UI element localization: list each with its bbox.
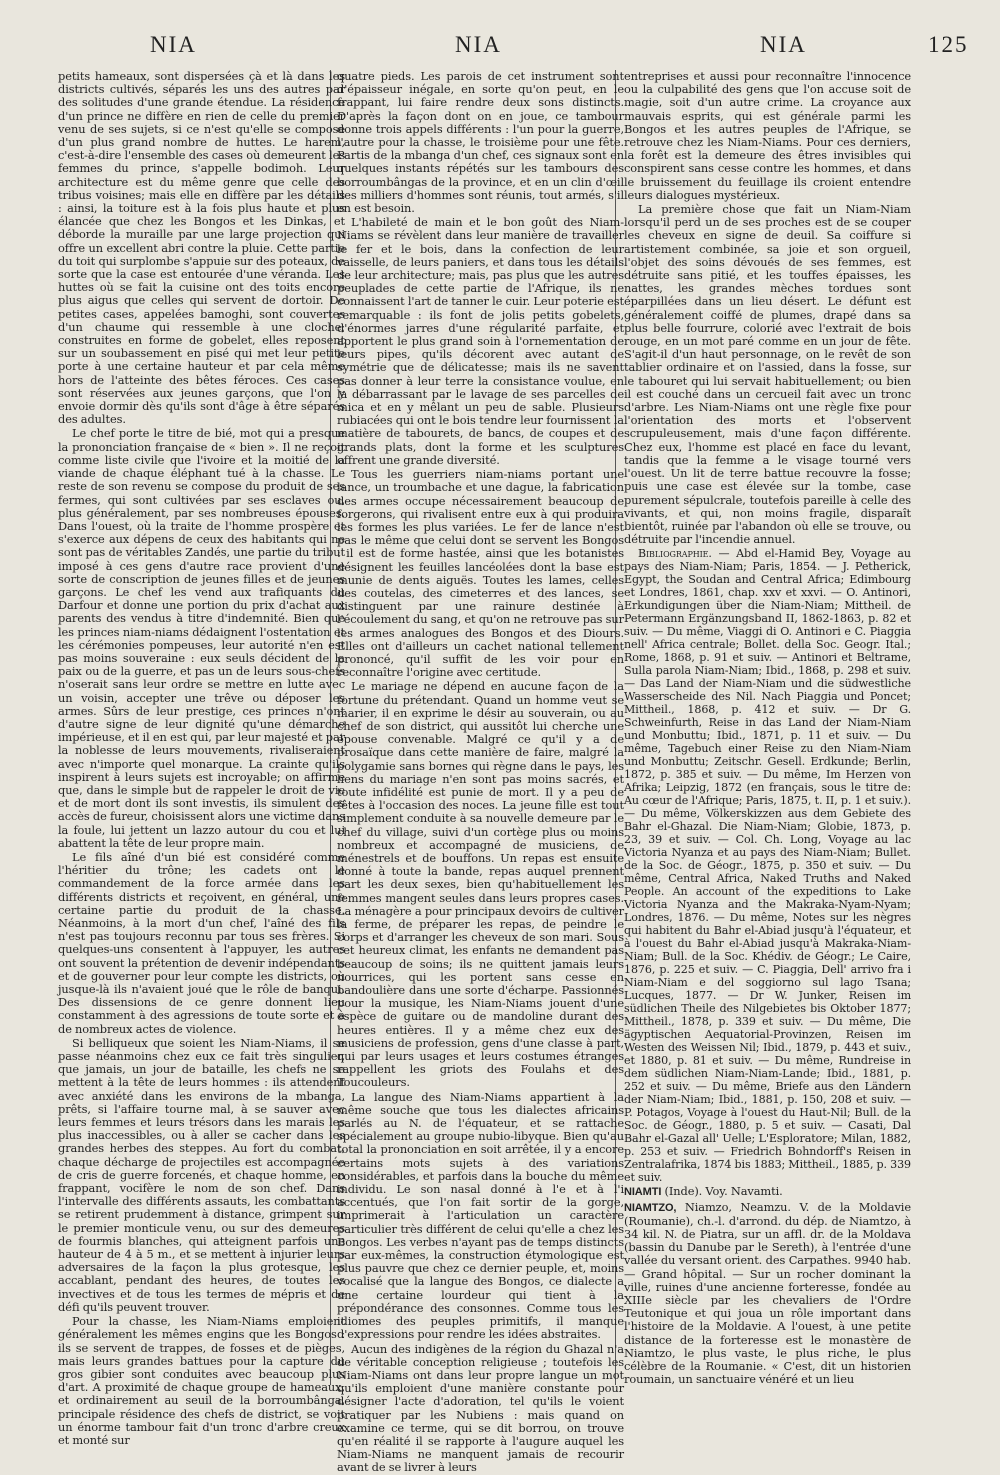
paragraph: Pour la chasse, les Niam-Niams emploient généralement les mêmes engins que les Bongos : ils se servent de trappes, de fosses et de pièges, mais leurs grandes battues pour la capture du gros gibier sont conduites avec beaucoup plus d'art. A proximité de chaque groupe de hameaux, et ordinairement au seuil de la borroumbânga, principale résidence des chefs de district, se voit un énorme tambour fait d'un tronc d'arbre creux et monté sur: [58, 1314, 345, 1447]
paragraph: Si belliqueux que soient les Niam-Niams, il se passe néanmoins chez eux ce fait très singulier, que jamais, un jour de bataille, les chefs ne se mettent à la tête de leurs hommes : ils attendent avec anxiété dans les environs de la mbanga, prêts, si l'affaire tourne mal, à se sauver avec leurs femmes et leurs trésors dans les marais les plus inaccessibles, ou à aller se cacher dans les grandes herbes des steppes. Au fort du combat, chaque décharge de projectiles est accompagnée de cris de guerre forcenés, et chaque homme, en frappant, vocifère le nom de son chef. Dans l'intervalle des différents assauts, les combattants se retirent prudemment à distance, grimpent sur le premier monticule venu, ou sur des demeures de fourmis blanches, qui atteignent parfois une hauteur de 4 à 5 m., et se mettent à injurier leurs adversaires de la façon la plus grotesque, les accablant, pendant des heures, de toutes les invectives et de tous les termes de mépris et de défi qu'ils peuvent trouver.: [58, 1035, 345, 1314]
bibliography-text: — Abd el-Hamid Bey, Voyage au pays des Niam-Niam; Paris, 1854. — J. Petherick, Egypt, the Soudan and Central Africa; Edimbourg et Londres, 1861, chap. xxv et xxvi. — O. Antinori, Erkundigungen über die Niam-Niam; Mittheil. de Petermann Ergänzungsband II, 1862-1863, p. 82 et suiv. — Du même, Viaggi di O. Antinori e C. Piaggia nell' Africa centrale; Bollet. della Soc. Geogr. Ital.; Rome, 1868, p. 91 et suiv. — Antinori et Beltrame, Sulla parola Niam-Niam; Ibid., 1868, p. 298 et suiv. — Das Land der Niam-Niam und die südwestliche Wasserscheide des Nil. Nach Piaggia und Poncet; Mittheil., 1868, p. 412 et suiv. — Dr G. Schweinfurth, Reise in das Land der Niam-Niam und Monbuttu; Ibid., 1871, p. 11 et suiv. — Du même, Tagebuch einer Reise zu den Niam-Niam und Monbuttu; Zeitschr. Gesell. Erdkunde; Berlin, 1872, p. 385 et suiv. — Du même, Im Herzen von Afrika; Leipzig, 1872 (en français, sous le titre de: Au cœur de l'Afrique; Paris, 1875, t. II, p. 1 et suiv.). — Du même, Völkerskizzen aus dem Gebiete des Bahr el-Ghazal. Die Niam-Niam; Globie, 1873, p. 23, 39 et suiv. — Col. Ch. Long, Voyage au lac Victoria Nyanza et au pays des Niam-Niam; Bullet. de la Soc. de Géogr., 1875, p. 350 et suiv. — Du même, Central Africa, Naked Truths and Naked People. An account of the expeditions to Lake Victoria Nyanza and the Makraka-Nyam-Nyam; Londres, 1876. — Du même, Notes sur les nègres qui habitent du Bahr el-Abiad jusqu'à l'équateur, et à l'ouest du Bahr el-Abiad jusqu'à Makraka-Niam-Niam; Bull. de la Soc. Khédiv. de Géogr.; Le Caire, 1876, p. 225 et suiv. — C. Piaggia, Dell' arrivo fra i Niam-Niam e del soggiorno sul lago Tsana; Lucques, 1877. — Dr W. Junker, Reisen im südlichen Theile des Nilgebietes bis Oktober 1877; Mittheil., 1878, p. 339 et suiv. — Du même, Die ägyptischen Aequatorial-Provinzen, Reisen im Westen des Weissen Nil; Ibid., 1879, p. 443 et suiv., et 1880, p. 81 et suiv. — Du même, Rundreise in dem südlichen Niam-Niam-Lande; Ibid., 1881, p. 252 et suiv. — Du même, Briefe aus den Ländern der Niam-Niam; Ibid., 1881, p. 150, 208 et suiv. — P. Potagos, Voyage à l'ouest du Haut-Nil; Bull. de la Soc. de Géogr., 1880, p. 5 et suiv. — Casati, Dal Bahr el-Gazal all' Uelle; L'Esploratore; Milan, 1882, p. 253 et suiv. — Friedrich Bohndorff's Reisen in Zentralafrika, 1874 bis 1883; Mittheil., 1885, p. 339 et suiv.: [624, 547, 911, 1185]
bibliography: [624, 547, 911, 1184]
entry-text: (Inde). Voy. Navamti.: [664, 1184, 783, 1199]
entry-text: Niamzo, Neamzu. V. de la Moldavie (Roumanie), ch.-l. d'arrond. du dép. de Niamtzo, à 34 kil. N. de Piatra, sur un affl. dr. de la Moldava (bassin du Danube par le Sereth), à l'entrée d'une vallée du versant orient. des Carpathes. 9940 hab. — Grand hôpital. — Sur un rocher dominant la ville, ruines d'une ancienne forteresse, fondée au XIIIe siècle par les chevaliers de l'Ordre Teutonique et qui joua un rôle important dans l'histoire de la Moldavie. A l'ouest, à une petite distance de la forteresse est le monastère de Niamtzo, le plus vaste, le plus riche, le plus célèbre de la Roumanie. « C'est, dit un historien roumain, un sanctuaire vénéré et un lieu: [624, 1199, 911, 1387]
entry-niamti: [624, 1185, 911, 1199]
column-middle: [337, 69, 624, 1475]
paragraph: Tous les guerriers niam-niams portant une lance, un troumbache et une dague, la fabrication des armes occupe nécessairement beaucoup de forgerons, qui rivalisent entre eux à qui produira les formes les plus variées. Le fer de lance n'est pas le même que celui dont se servent les Bongos : il est de forme hastée, ainsi que les botanistes désignent les feuilles lancéolées dont la base est munie de dents aiguës. Toutes les lames, celles des coutelas, des cimeterres et des lances, se distinguent par une rainure destinée à l'écoulement du sang, et qu'on ne retrouve pas sur les armes analogues des Bongos et des Diours. Elles ont d'ailleurs un cachet national tellement prononcé, qu'il suffit de les voir pour en reconnaître l'origine avec certitude.: [337, 467, 624, 680]
paragraph: quatre pieds. Les parois de cet instrument sont d'épaisseur inégale, en sorte qu'on peut, en le frappant, lui faire rendre deux sons distincts. D'après la façon dont on en joue, ce tambour donne trois appels différents : l'un pour la guerre, l'autre pour la chasse, le troisième pour une fête. Partis de la mbanga d'un chef, ces signaux sont en quelques instants répétés sur les tambours des borroumbângas de la province, et en un clin d'œil des milliers d'hommes sont réunis, tout armés, s'il en est besoin.: [337, 69, 624, 216]
paragraph: Aucun des indigènes de la région du Ghazal n'a de véritable conception religieuse ; toutefois les Niam-Niams ont dans leur propre langue un mot qu'ils emploient d'une manière constante pour désigner l'acte d'adoration, tel qu'ils le voient pratiquer par les Nubiens : mais quand on examine ce terme, qui se dit borrou, on trouve qu'en réalité il se rapporte à l'augure auquel les Niam-Niams ne manquent jamais de recourir avant de se livrer à leurs: [337, 1341, 624, 1475]
entry-headword: NIAMTI: [624, 1186, 662, 1199]
column-right: [624, 70, 911, 1390]
column-left: [58, 69, 345, 1447]
entry-niamtzo: [624, 1201, 911, 1387]
running-header: [0, 26, 1000, 70]
entry-headword: NIAMTZO,: [624, 1201, 677, 1214]
paragraph: La langue des Niam-Niams appartient à la même souche que tous les dialectes africains parlés au N. de l'équateur, et se rattache spécialement au groupe nubio-libyque. Bien qu'au total la prononciation en soit arrêtée, il y a encore certains mots sujets à des variations considérables, et parfois dans la bouche du même individu. Le son nasal donné à l'e et à l'i accentués, que l'on fait sortir de la gorge, imprimerait à l'articulation un caractère particulier très différent de celui qu'elle a chez les Bongos. Les verbes n'ayant pas de temps distincts par eux-mêmes, la construction étymologique est plus pauvre que chez ce dernier peuple, et, moins vocalisé que la langue des Bongos, ce dialecte a une certaine lourdeur qui tient à la prépondérance des consonnes. Comme tous les idiomes des peuples primitifs, il manque d'expressions pour rendre les idées abstraites.: [337, 1089, 624, 1342]
paragraph: entreprises et aussi pour reconnaître l'innocence ou la culpabilité des gens que l'on accuse soit de magie, soit d'un autre crime. La croyance aux mauvais esprits, qui est générale parmi les Bongos et les autres peuples de l'Afrique, se retrouve chez les Niam-Niams. Pour ces derniers, la forêt est la demeure des êtres invisibles qui conspirent sans cesse contre les hommes, et dans le bruissement du feuillage ils croient entendre leurs dialogues mystérieux.: [624, 69, 911, 202]
paragraph: L'habileté de main et le bon goût des Niam-Niams se révèlent dans leur manière de travailler le fer et le bois, dans la confection de leur vaisselle, de leurs paniers, et dans tous les détails de leur architecture; mais, pas plus que les autres peuplades de cette partie de l'Afrique, ils ne connaissent l'art de tanner le cuir. Leur poterie est remarquable : ils font de jolis petits gobelets, d'énormes jarres d'une régularité parfaite, et apportent le plus grand soin à l'ornementation de leurs pipes, qu'ils décorent avec autant de symétrie que de délicatesse; mais ils ne savent pas donner à leur terre la consistance voulue, en la débarrassant par le lavage de ses parcelles de mica et en y mêlant un peu de sable. Plusieurs rubiacées qui ont le bois tendre leur fournissent la matière de tabourets, de bancs, de coupes et de grands plats, dont la forme et les sculptures offrent une grande diversité.: [337, 215, 624, 467]
paragraph: La première chose que fait un Niam-Niam lorsqu'il perd un de ses proches est de se couper les cheveux en signe de deuil. Sa coiffure si artistement combinée, sa joie et son orgueil, l'objet des soins dévoués de ses femmes, est détruite sans pitié, et les touffes épaisses, les nattes, les grandes mèches tordues sont éparpillées dans un lieu désert. Le défunt est généralement coiffé de plumes, drapé dans sa plus belle fourrure, colorié avec l'extrait de bois rouge, en un mot paré comme en un jour de fête. S'agit-il d'un haut personnage, on le revêt de son tablier ordinaire et on l'assied, dans la fosse, sur le tabouret qui lui servait habituellement; ou bien il est couché dans un cercueil fait avec un tronc d'arbre. Les Niam-Niams ont une règle fixe pour l'orientation des morts et l'observent scrupuleusement, mais d'une façon différente. Chez eux, l'homme est placé en face du levant, tandis que la femme a le visage tourné vers l'ouest. Un lit de terre battue recouvre la fosse; puis une case est élevée sur la tombe, case purement sépulcrale, toutefois pareille à celle des vivants, et qui, non moins fragile, disparaît bientôt, ruinée par l'abandon où elle se trouve, ou détruite par l'incendie annuel.: [624, 202, 911, 547]
bibliography-label: Bibliographie.: [638, 547, 712, 561]
paragraph: Le fils aîné d'un bié est considéré comme l'héritier du trône; les cadets ont le commandement de la force armée dans les différents districts et reçoivent, en général, une certaine partie du produit de la chasse. Néanmoins, à la mort d'un chef, l'aîné des fils n'est pas toujours reconnu par tous ses frères. Si quelques-uns consentent à l'appuyer, les autres ont souvent la prétention de devenir indépendants et de gouverner pour leur compte les districts, où jusque-là ils n'avaient joué que le rôle de banqui. Des dissensions de ce genre donnent lieu constamment à des agressions de toute sorte et à de nombreux actes de violence.: [58, 849, 345, 1036]
running-head-left: NIA: [150, 32, 197, 57]
paragraph: Le chef porte le titre de bié, mot qui a presque la prononciation française de « bien ». Il ne reçoit comme liste civile que l'ivoire et la moitié de la viande de chaque éléphant tué à la chasse. Le reste de son revenu se compose du produit de ses fermes, qui sont cultivées par ses esclaves ou, plus généralement, par ses nombreuses épouses. Dans l'ouest, où la traite de l'homme prospère et s'exerce aux dépens de ceux des habitants qui ne sont pas de véritables Zandés, une partie du tribut imposé à ces gens d'autre race provient d'une sorte de conscription de jeunes filles et de jeunes garçons. Le chef les vend aux trafiquants du Darfour et donne une portion du prix d'achat aux parents des vendus à titre d'indemnité. Bien que les princes niam-niams dédaignent l'ostentation et les cérémonies pompeuses, leur autorité n'en est pas moins souveraine : eux seuls décident de la paix ou de la guerre, et pas un de leurs sous-chefs n'oserait sans leur ordre se mettre en lutte avec un voisin, accepter une trêve ou déposer les armes. Sûrs de leur prestige, ces princes n'ont d'autre signe de leur dignité qu'une démarche impérieuse, et il en est qui, par leur majesté et par la noblesse de leurs mouvements, rivaliseraient avec n'importe quel monarque. La crainte qu'ils inspirent à leurs sujets est incroyable; on affirme que, dans le simple but de rappeler le droit de vie et de mort dont ils sont investis, ils simulent des accès de fureur, choisissent alors une victime dans la foule, lui jettent un lazzo autour du cou et lui abattent la tête de leur propre main.: [58, 426, 345, 850]
page-number: 125: [928, 32, 969, 57]
paragraph: petits hameaux, sont dispersées çà et là dans les districts cultivés, séparés les uns des autres par des solitudes d'une grande étendue. La résidence d'un prince ne diffère en rien de celle du premier venu de ses sujets, si ce n'est qu'elle se compose d'un plus grand nombre de huttes. Le harem, c'est-à-dire l'ensemble des cases où demeurent les femmes du prince, s'appelle bodimoh. Leur architecture est du même genre que celle des tribus voisines; mais elle en diffère par les détails : ainsi, la toiture est à la fois plus haute et plus élancée que chez les Bongos et les Dinkas, et déborde la muraille par une large projection qui offre un excellent abri contre la pluie. Cette partie du toit qui surplombe s'appuie sur des poteaux, de sorte que la case est entourée d'une véranda. Les huttes où se fait la cuisine ont des toits encore plus aigus que celles qui servent de dortoir. De petites cases, appelées bamoghi, sont couvertes d'un chaume qui ressemble à une cloche; construites en forme de gobelet, elles reposent sur un soubassement en pisé qui met leur petite porte à une certaine hauteur et par cela même hors de l'atteinte des bêtes féroces. Ces cases sont réservées aux jeunes garçons, que l'on y envoie dormir dès qu'ils sont d'âge à être séparés des adultes.: [58, 69, 345, 427]
running-head-center: NIA: [455, 32, 502, 57]
paragraph: Le mariage ne dépend en aucune façon de la fortune du prétendant. Quand un homme veut se marier, il en exprime le désir au souverain, ou au chef de son district, qui aussitôt lui cherche une épouse convenable. Malgré ce qu'il y a de prosaïque dans cette manière de faire, malgré la polygamie sans bornes qui règne dans le pays, les liens du mariage n'en sont pas moins sacrés, et toute infidélité est punie de mort. Il y a peu de fêtes à l'occasion des noces. La jeune fille est tout simplement conduite à sa nouvelle demeure par le chef du village, suivi d'un cortège plus ou moins nombreux et accompagné de musiciens, de ménestrels et de bouffons. Un repas est ensuite donné à toute la bande, repas auquel prennent part les deux sexes, bien qu'habituellement les femmes mangent seules dans leurs propres cases. La ménagère a pour principaux devoirs de cultiver la ferme, de préparer les repas, de peindre le corps et d'arranger les cheveux de son mari. Sous cet heureux climat, les enfants ne demandent pas beaucoup de soins; ils ne quittent jamais leurs nourrices, qui les portent sans cesse en bandoulière dans une sorte d'écharpe. Passionnés pour la musique, les Niam-Niams jouent d'une espèce de guitare ou de mandoline durant des heures entières. Il y a même chez eux des musiciens de profession, gens d'une classe à part, qui par leurs usages et leurs costumes étranges rappellent les griots des Foulahs et des Toucouleurs.: [337, 679, 624, 1090]
running-head-right: NIA: [760, 32, 807, 57]
